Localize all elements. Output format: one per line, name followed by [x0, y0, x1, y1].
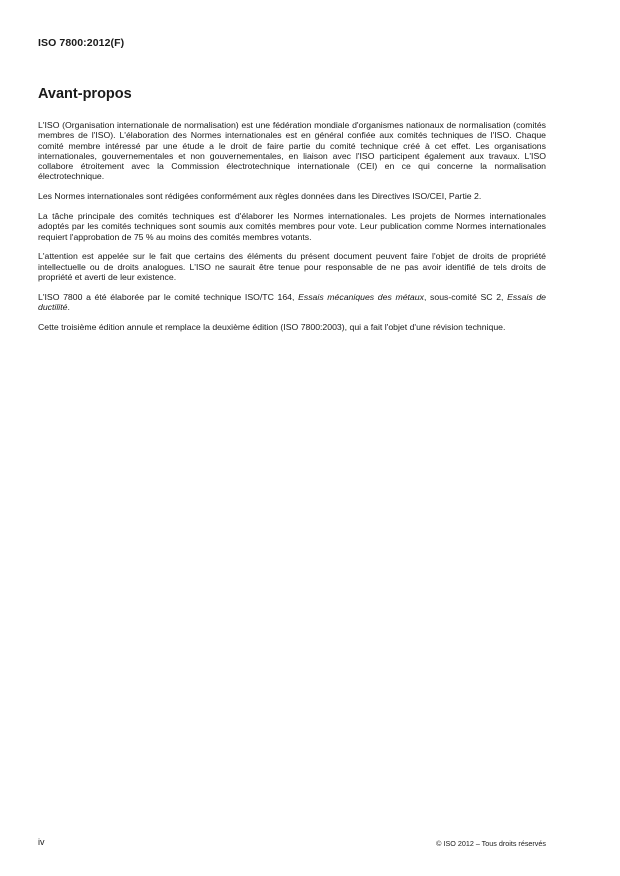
foreword-body	[38, 120, 546, 332]
attribution-text-start: L'ISO 7800 a été élaborée par le comité technique ISO/TC 164,	[38, 291, 299, 302]
paragraph-patent-rights: L'attention est appelée sur le fait que certains des éléments du présent document peuvent faire l'objet de droits de propriété intellectuelle ou de droits analogues. L'ISO ne saurait être tenue pour responsable de ne pas avoir identifié de tels droits de propriété et averti de leur existence.	[38, 251, 546, 283]
copyright-notice: © ISO 2012 – Tous droits réservés	[436, 839, 546, 848]
committee-title: Essais mécaniques des métaux	[298, 291, 424, 302]
subcommittee-title: Essais de ductilité	[38, 291, 547, 313]
document-reference: ISO 7800:2012(F)	[38, 37, 125, 49]
attribution-text-middle: , sous-comité SC 2,	[423, 291, 508, 302]
section-title: Avant-propos	[38, 86, 132, 102]
paragraph-edition-note: Cette troisième édition annule et remplace la deuxième édition (ISO 7800:2003), qui a fait l'objet d'une révision technique.	[38, 321, 506, 332]
paragraph-directives: Les Normes internationales sont rédigées conformément aux règles données dans les Directives ISO/CEI, Partie 2.	[38, 191, 482, 202]
paragraph-committee-attribution	[38, 292, 546, 313]
paragraph-iso-organisation: L'ISO (Organisation internationale de normalisation) est une fédération mondiale d'organismes nationaux de normalisation (comités membres de l'ISO). L'élaboration des Normes internationales est en général confiée aux comités techniques de l'ISO. Chaque comité membre intéressé par une étude a le droit de faire partie du comité technique créé à cet effet. Les organisations internationales, gouvernementales et non gouvernementales, en liaison avec l'ISO participent également aux travaux. L'ISO collabore étroitement avec la Commission électrotechnique internationale (CEI) en ce qui concerne la normalisation électrotechnique.	[38, 120, 546, 182]
attribution-text-end: .	[67, 302, 70, 313]
paragraph-technical-committees: La tâche principale des comités techniques est d'élaborer les Normes internationales. Les projets de Normes internationales adoptés par les comités techniques sont soumis aux comités membres pour vote. Leur publication comme Normes internationales requiert l'approbation de 75 % au moins des comités membres votants.	[38, 211, 546, 242]
page-number: iv	[38, 837, 45, 847]
